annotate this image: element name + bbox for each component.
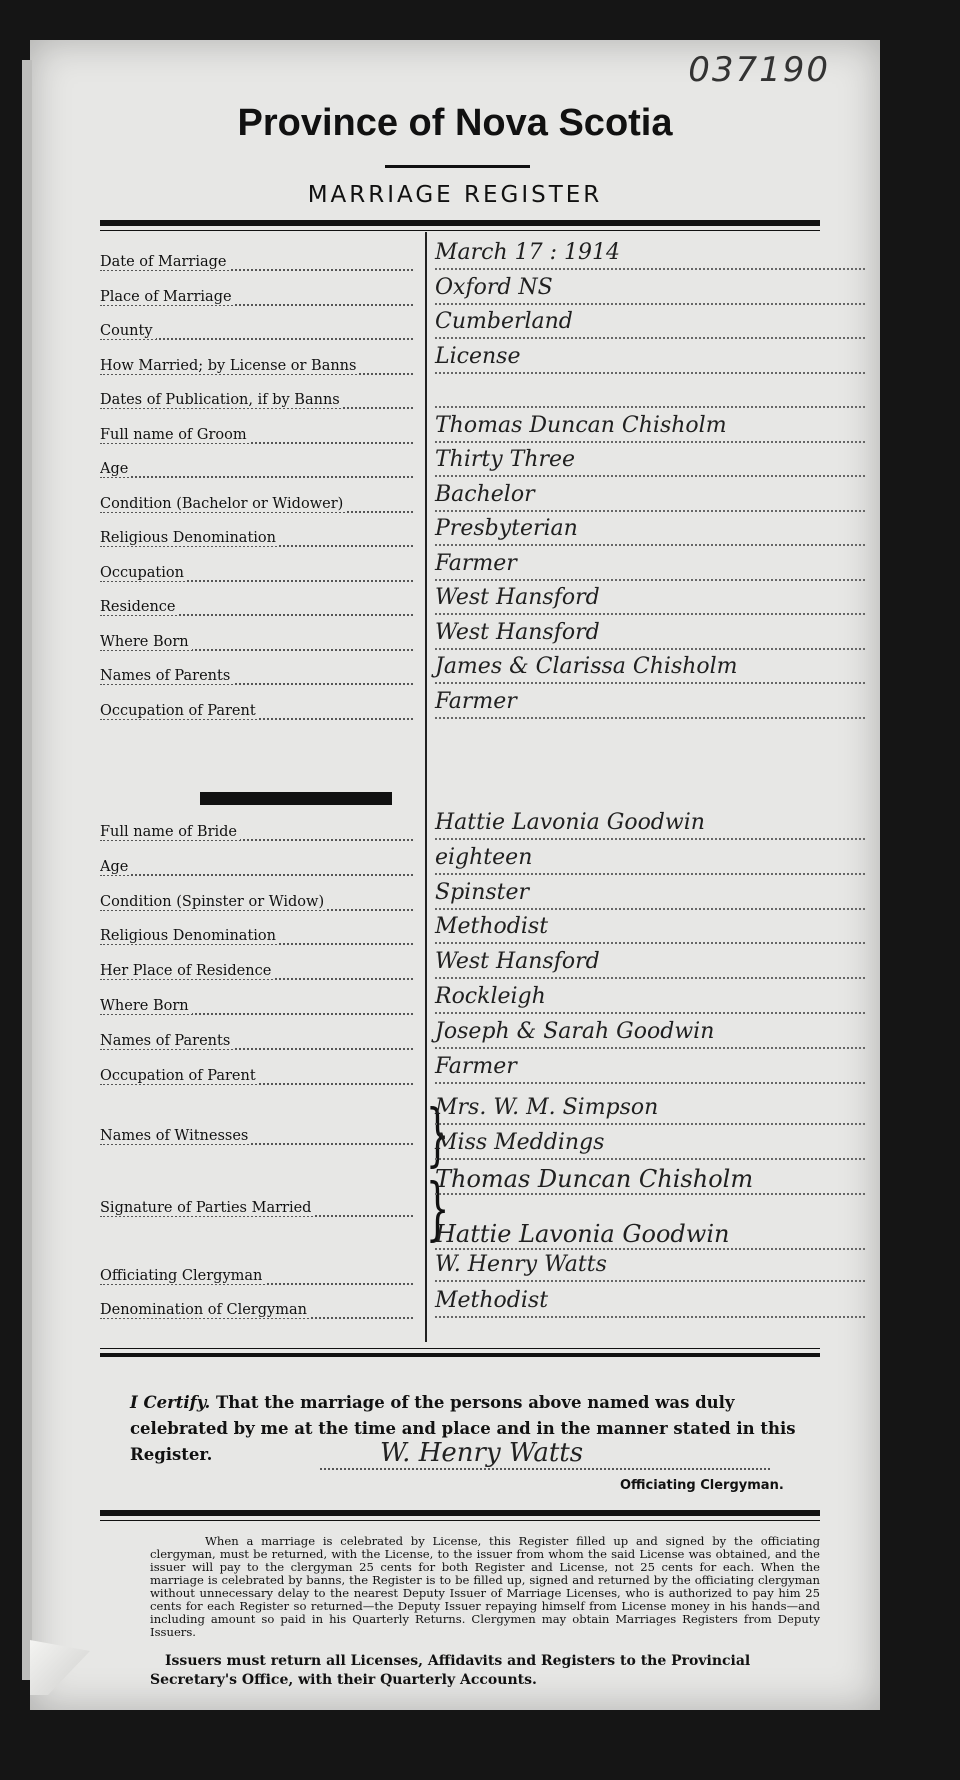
bride-field-label: Her Place of Residence (100, 963, 425, 987)
clergy-denomination-value: Methodist (435, 1288, 865, 1322)
bride-field-value: Rockleigh (435, 984, 865, 1018)
certify-text: That the marriage of the persons above named was duly celebrated by me at the time and place and in the manner stated in this Register. (130, 1393, 796, 1464)
bride-field-label: Full name of Bride (100, 824, 425, 848)
page-title: Province of Nova Scotia (237, 102, 673, 144)
issuer-instructions: Issuers must return all Licenses, Affidavits and Registers to the Provincial Secretary's Office, with their Quarterly Accounts. (150, 1653, 751, 1688)
notice-rule (100, 1510, 820, 1516)
bride-field-label: Names of Parents (100, 1033, 425, 1057)
certify-rule (100, 1353, 820, 1357)
groom-field-value (435, 378, 865, 412)
header-rule (100, 220, 820, 226)
groom-field-value: Farmer (435, 551, 865, 585)
groom-field-value: Bachelor (435, 482, 865, 516)
bride-field-value: Methodist (435, 914, 865, 948)
bride-field-value: eighteen (435, 845, 865, 879)
bride-field-label: Condition (Spinster or Widow) (100, 894, 425, 918)
bride-field-value: West Hansford (435, 949, 865, 983)
groom-field-label: How Married; by License or Banns (100, 358, 425, 382)
groom-field-label: Condition (Bachelor or Widower) (100, 496, 425, 520)
groom-field-value: Thirty Three (435, 447, 865, 481)
signature-caption: Officiating Clergyman. (620, 1478, 784, 1493)
bride-section-bar (200, 792, 392, 805)
groom-field-label: Where Born (100, 634, 425, 658)
officiating-clergyman-label: Officiating Clergyman (100, 1268, 425, 1292)
register-sheet (30, 40, 880, 1710)
page-subtitle: MARRIAGE REGISTER (307, 182, 603, 208)
bride-field-value: Farmer (435, 1054, 865, 1088)
file-number: 037190 (688, 50, 830, 90)
groom-field-label: Residence (100, 599, 425, 623)
title-divider (385, 165, 530, 168)
certify-lead: I Certify. (130, 1393, 211, 1412)
groom-field-label: Names of Parents (100, 668, 425, 692)
signatures-brace: } (425, 1170, 450, 1249)
groom-field-label: Occupation (100, 565, 425, 589)
groom-field-value: Presbyterian (435, 516, 865, 550)
witnesses-label: Names of Witnesses (100, 1128, 425, 1152)
bride-field-label: Where Born (100, 998, 425, 1022)
bride-field-label: Religious Denomination (100, 928, 425, 952)
clergyman-signature: W. Henry Watts (320, 1438, 770, 1474)
groom-field-label: Religious Denomination (100, 530, 425, 554)
groom-field-label: Date of Marriage (100, 254, 425, 278)
bride-field-label: Occupation of Parent (100, 1068, 425, 1092)
groom-field-label: County (100, 323, 425, 347)
witnesses-brace: } (425, 1096, 450, 1175)
witness-1: Mrs. W. M. Simpson (435, 1095, 865, 1129)
groom-field-value: James & Clarissa Chisholm (435, 654, 865, 688)
officiating-clergyman-value: W. Henry Watts (435, 1252, 865, 1286)
groom-signature: Thomas Duncan Chisholm (435, 1165, 865, 1199)
clergy-denomination-label: Denomination of Clergyman (100, 1302, 425, 1326)
groom-field-value: License (435, 344, 865, 378)
certify-rule-thin (100, 1348, 820, 1349)
bride-signature: Hattie Lavonia Goodwin (435, 1220, 865, 1254)
groom-field-value: Oxford NS (435, 275, 865, 309)
bride-field-value: Hattie Lavonia Goodwin (435, 810, 865, 844)
groom-field-value: Cumberland (435, 309, 865, 343)
binding-stub (22, 60, 32, 1680)
groom-field-value: West Hansford (435, 585, 865, 619)
witness-2: Miss Meddings (435, 1130, 865, 1164)
bride-field-value: Spinster (435, 880, 865, 914)
instructions-notice: When a marriage is celebrated by License, this Register filled up and signed by the officiating clergyman, must be returned, with the License, to the issuer from whom the said License was obtained, and the issuer will pay to the clergyman 25 cents for both Register and License, not 25 cents for each. When the marriage is celebrated by banns, the Register is to be filled up, signed and returned by the officiating clergyman without unnecessary delay to the nearest Deputy Issuer of Marriage Licenses, who is authorized to pay him 25 cents for each Register so returned—the Deputy Issuer repaying himself from License money in his hands—and including amount so paid in his Quarterly Returns. Clergymen may obtain Marriages Registers from Deputy Issuers. (150, 1534, 820, 1639)
signatures-label: Signature of Parties Married (100, 1200, 425, 1224)
groom-field-label: Place of Marriage (100, 289, 425, 313)
groom-field-value: Farmer (435, 689, 865, 723)
groom-field-label: Dates of Publication, if by Banns (100, 392, 425, 416)
groom-field-label: Age (100, 461, 425, 485)
groom-field-value: Thomas Duncan Chisholm (435, 413, 865, 447)
notice-rule-thin (100, 1520, 820, 1521)
groom-field-value: West Hansford (435, 620, 865, 654)
groom-field-label: Full name of Groom (100, 427, 425, 451)
groom-field-value: March 17 : 1914 (435, 240, 865, 274)
bride-field-label: Age (100, 859, 425, 883)
header-rule-thin (100, 230, 820, 231)
bride-field-value: Joseph & Sarah Goodwin (435, 1019, 865, 1053)
groom-field-label: Occupation of Parent (100, 703, 425, 727)
